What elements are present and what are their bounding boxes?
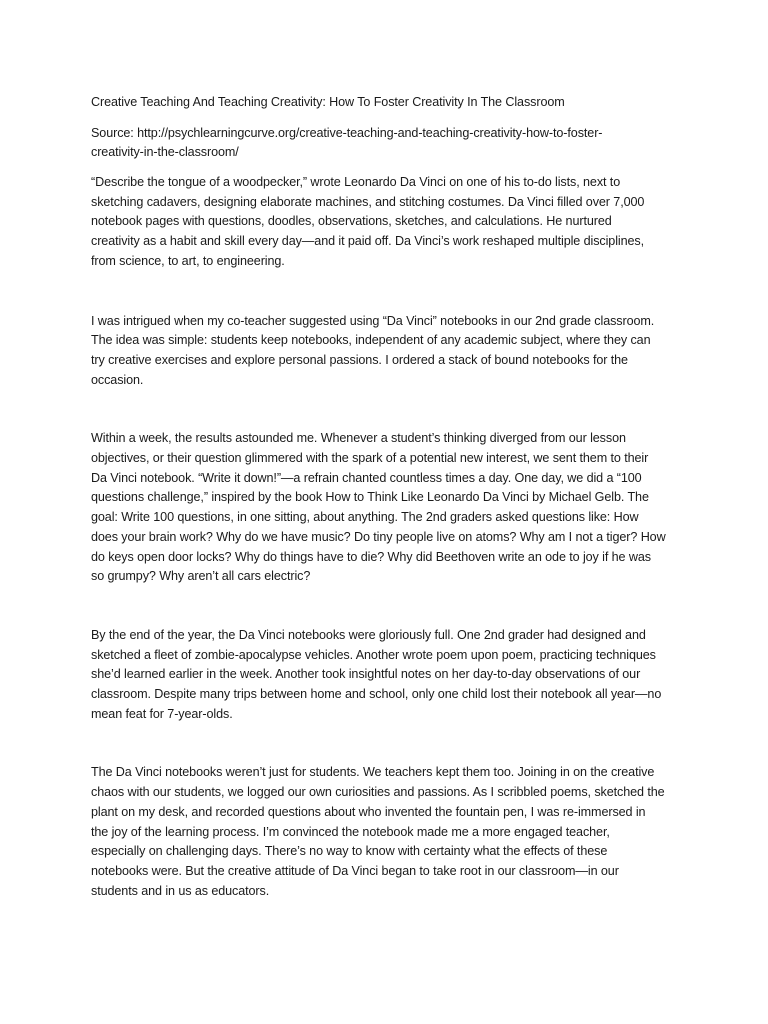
text-line: notebook pages with questions, doodles, observations, sketches, and calculations. He nurtured bbox=[91, 214, 612, 229]
text-line: do keys open door locks? Why do things have to die? Why did Beethoven write an ode to joy if he was bbox=[91, 549, 651, 564]
text-line: By the end of the year, the Da Vinci notebooks were gloriously full. One 2nd grader had designed and bbox=[91, 627, 646, 642]
text-line: students and in us as educators. bbox=[91, 883, 270, 898]
text-line: sketched a fleet of zombie-apocalypse vehicles. Another wrote poem upon poem, practicing techniques bbox=[91, 647, 656, 662]
text-line: Da Vinci notebook. “Write it down!”—a refrain chanted countless times a day. One day, we did a “100 bbox=[91, 470, 642, 485]
paragraph-da-vinci-intro bbox=[91, 173, 688, 272]
source-line: Source: http://psychlearningcurve.org/creative-teaching-and-teaching-creativity-how-to-foster- bbox=[91, 126, 603, 140]
text-line: Within a week, the results astounded me. Whenever a student’s thinking diverged from our lesson bbox=[91, 431, 626, 446]
text-line: The idea was simple: students keep notebooks, independent of any academic subject, where they can bbox=[91, 333, 651, 348]
text-line: chaos with our students, we logged our own curiosities and passions. As I scribbled poems, sketched the bbox=[91, 785, 665, 800]
paragraph-end-of-year bbox=[91, 626, 688, 725]
text-line: The Da Vinci notebooks weren’t just for students. We teachers kept them too. Joining in on the creative bbox=[91, 765, 655, 780]
text-line: goal: Write 100 questions, in one sitting, about anything. The 2nd graders asked questions like: How bbox=[91, 510, 639, 525]
text-line: objectives, or their question glimmered with the spark of a potential new interest, we sent them to their bbox=[91, 451, 649, 466]
text-line: from science, to art, to engineering. bbox=[91, 253, 285, 268]
paragraph-teachers bbox=[91, 763, 688, 901]
text-line: she’d learned earlier in the week. Another took insightful notes on her day-to-day observations of our bbox=[91, 667, 641, 682]
paragraph-results bbox=[91, 429, 688, 587]
document-title: Creative Teaching And Teaching Creativity: How To Foster Creativity In The Classroom bbox=[91, 95, 565, 109]
source-line: creativity-in-the-classroom/ bbox=[91, 145, 239, 159]
text-line: I was intrigued when my co-teacher suggested using “Da Vinci” notebooks in our 2nd grade classroom. bbox=[91, 313, 655, 328]
text-line: notebooks were. But the creative attitude of Da Vinci began to take root in our classroom—in our bbox=[91, 863, 619, 878]
text-line: plant on my desk, and recorded questions about who invented the fountain pen, I was re-immersed in bbox=[91, 804, 646, 819]
text-line: so grumpy? Why aren’t all cars electric? bbox=[91, 569, 311, 584]
text-line: questions challenge,” inspired by the book How to Think Like Leonardo Da Vinci by Michael Gelb. The bbox=[91, 490, 649, 505]
text-line: mean feat for 7-year-olds. bbox=[91, 706, 233, 721]
text-line: the joy of the learning process. I’m convinced the notebook made me a more engaged teacher, bbox=[91, 824, 610, 839]
text-line: sketching cadavers, designing elaborate machines, and stitching costumes. Da Vinci filled over 7,000 bbox=[91, 194, 645, 209]
text-line: classroom. Despite many trips between home and school, only one child lost their notebook all year—no bbox=[91, 687, 662, 702]
paragraph-notebook-idea bbox=[91, 312, 688, 391]
text-line: creativity as a habit and skill every day—and it paid off. Da Vinci’s work reshaped multiple disciplines, bbox=[91, 234, 645, 249]
source-citation bbox=[91, 124, 688, 162]
text-line: “Describe the tongue of a woodpecker,” wrote Leonardo Da Vinci on one of his to-do lists, next to bbox=[91, 175, 621, 189]
text-line: occasion. bbox=[91, 372, 144, 387]
text-line: especially on challenging days. There’s no way to know with certainty what the effects of these bbox=[91, 844, 608, 859]
text-line: try creative exercises and explore personal passions. I ordered a stack of bound notebooks for the bbox=[91, 352, 628, 367]
text-line: does your brain work? Why do we have music? Do tiny people live on atoms? Why am I not a tiger? How bbox=[91, 529, 666, 544]
